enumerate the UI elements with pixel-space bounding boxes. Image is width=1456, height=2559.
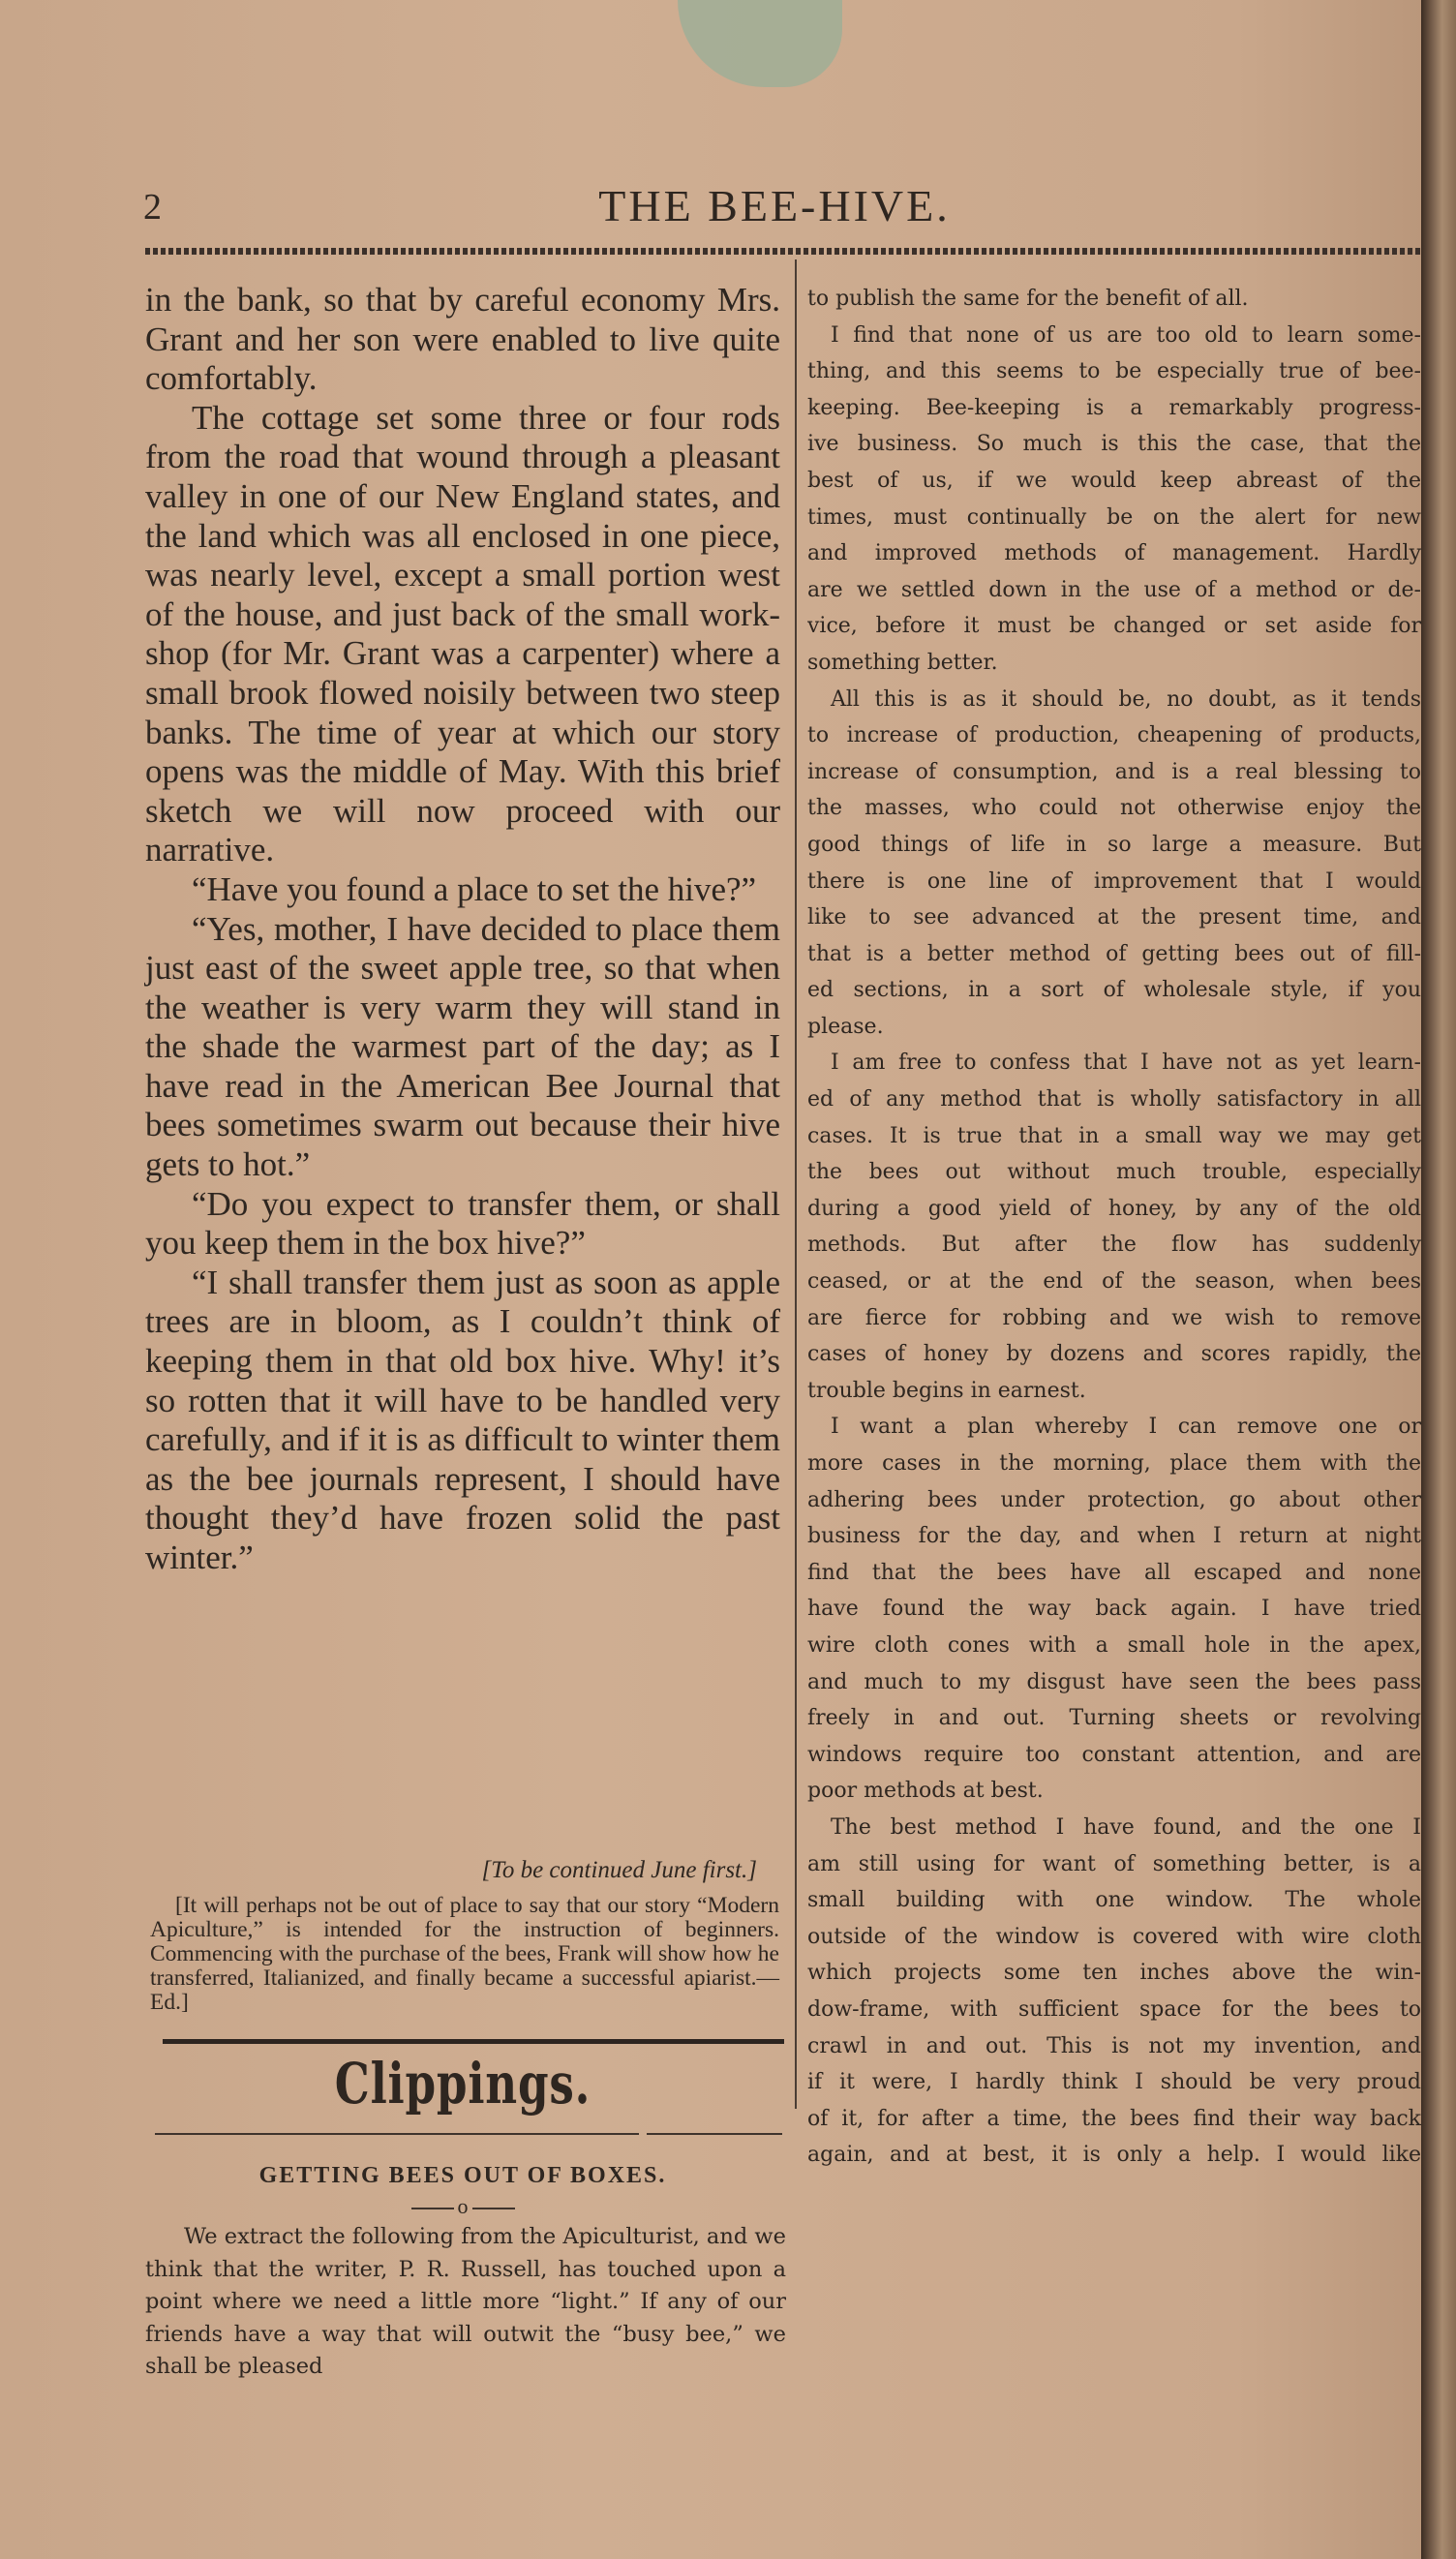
article-line: windows require too constant attention, and are	[807, 1742, 1421, 1767]
separator: o	[145, 2194, 780, 2219]
article-line: the bees out without much trouble, especially	[807, 1160, 1421, 1185]
paper-stain	[678, 0, 842, 87]
article-title: GETTING BEES OUT OF BOXES.	[258, 2163, 667, 2188]
masthead-title: THE BEE-HIVE.	[598, 181, 951, 230]
column-divider	[795, 259, 797, 2109]
article-line: trouble begins in earnest.	[807, 1378, 1086, 1403]
story-paragraph: “Have you found a place to set the hive?”	[192, 869, 757, 908]
article-line: thing, and this seems to be especially true of bee-	[807, 359, 1421, 384]
article-line: to increase of production, cheapening of products,	[807, 723, 1421, 748]
article-line: business for the day, and when I return at night	[807, 1524, 1421, 1549]
story-paragraph: “Do you expect to transfer them, or shall you keep them in the box hive?”	[145, 1184, 780, 1263]
article-line: best of us, if we would keep abreast of the	[807, 468, 1421, 493]
article-line: find that the bees have all escaped and none	[807, 1560, 1421, 1585]
article-line: are we settled down in the use of a method or de-	[807, 577, 1421, 602]
section-heading: Clippings.	[334, 2051, 592, 2117]
article-line: which projects some ten inches above the win-	[807, 1961, 1421, 1986]
article-line: cases. It is true that in a small way we may get	[807, 1123, 1421, 1148]
article-intro	[145, 2221, 786, 2384]
article-line: ed of any method that is wholly satisfactory in all	[807, 1087, 1421, 1112]
article-line: ceased, or at the end of the season, when bees	[807, 1269, 1421, 1295]
article-line: good things of life in so large a measure. But	[807, 832, 1421, 857]
article-line: The best method I have found, and the one I	[831, 1814, 1421, 1840]
story-paragraph: The cottage set some three or four rods from the road that wound through a pleasant valley in one of our New England states, and the land which was all enclosed in one piece, was nearly level, except a small portion west of the house, and just back of the small work-shop (for Mr. Grant was a carpenter) where a small brook flowed noisily between two steep banks. The time of year at which our story opens was the middle of May. With this brief sketch we will now proceed with our narrative.	[145, 398, 780, 869]
article-line: freely in and out. Turning sheets or revolving	[807, 1706, 1421, 1731]
section-rule	[163, 2039, 784, 2044]
right-column-article	[807, 281, 1421, 2227]
article-line: increase of consumption, and is a real blessing to	[807, 759, 1421, 784]
article-line: more cases in the morning, place them with the	[807, 1451, 1421, 1476]
article-line: methods. But after the flow has suddenly	[807, 1233, 1421, 1258]
article-line: if it were, I hardly think I should be very proud	[807, 2070, 1421, 2095]
article-line: crawl in and out. This is not my invention, and	[807, 2033, 1421, 2058]
heading-underline	[155, 2133, 639, 2135]
left-column-story	[145, 281, 780, 1578]
article-line: that is a better method of getting bees out of fill-	[807, 941, 1421, 966]
article-intro-text: We extract the following from the Apiculturist, and we think that the writer, P. R. Russell, has touched upon a point where we need a little more “light.” If any of our friends have a way that will outwit the “busy bee,” we shall be pleased	[145, 2224, 786, 2379]
article-line: the masses, who could not otherwise enjoy the	[807, 796, 1421, 821]
article-line: please.	[807, 1014, 884, 1039]
story-paragraph: “Yes, mother, I have decided to place them just east of the sweet apple tree, so that when the weather is very warm they will stand in the shade the warmest part of the day; as I have read in the American Bee Journal that bees sometimes swarm out because their hive gets to hot.”	[145, 909, 780, 1184]
article-line: outside of the window is covered with wire cloth	[807, 1924, 1421, 1949]
article-line: ive business. So much is this the case, that the	[807, 432, 1421, 457]
article-line: vice, before it must be changed or set aside for	[807, 614, 1421, 639]
article-line: I want a plan whereby I can remove one or	[831, 1415, 1421, 1440]
article-line: I find that none of us are too old to learn some-	[831, 322, 1421, 348]
article-line: times, must continually be on the alert for new	[807, 504, 1421, 530]
article-line: ed sections, in a sort of wholesale style, if you	[807, 978, 1421, 1003]
article-line: keeping. Bee-keeping is a remarkably progress-	[807, 395, 1421, 420]
article-line: am still using for want of something better, is a	[807, 1851, 1421, 1876]
article-line: like to see advanced at the present time, and	[807, 905, 1421, 930]
article-line: again, and at best, it is only a help. I would like	[807, 2143, 1421, 2168]
story-paragraph: in the bank, so that by careful economy Mrs. Grant and her son were enabled to live quite comfortably.	[145, 281, 780, 398]
article-line: dow-frame, with sufficient space for the bees to	[807, 1996, 1421, 2022]
article-line: and improved methods of management. Hardly	[807, 541, 1421, 566]
page-number: 2	[143, 187, 162, 228]
editor-note: [It will perhaps not be out of place to say that our story “Modern Apiculture,” is intended for the instruction of beginners. Commencing with the purchase of the bees, Frank will show how he transferred, Italianized, and finally became a successful apiarist.—Ed.]	[150, 1893, 779, 2015]
article-line: adhering bees under protection, go about other	[807, 1487, 1421, 1512]
article-line: during a good yield of honey, by any of the old	[807, 1196, 1421, 1221]
article-line: and much to my disgust have seen the bees pass	[807, 1669, 1421, 1694]
article-line: are fierce for robbing and we wish to remove	[807, 1305, 1421, 1330]
article-line: wire cloth cones with a small hole in the apex,	[807, 1632, 1421, 1658]
article-line: I am free to confess that I have not as yet learn-	[831, 1051, 1421, 1076]
heading-underline	[647, 2133, 782, 2135]
article-line: there is one line of improvement that I would	[807, 868, 1421, 894]
article-line: have found the way back again. I have tried	[807, 1597, 1421, 1622]
article-line: small building with one window. The whole	[807, 1888, 1421, 1913]
binding-edge	[1421, 0, 1456, 2559]
continued-note: [To be continued June first.]	[481, 1857, 757, 1883]
article-line: All this is as it should be, no doubt, as it tends	[831, 686, 1421, 712]
article-line: something better.	[807, 650, 998, 675]
header-rule	[145, 248, 1421, 255]
article-line: poor methods at best.	[807, 1779, 1044, 1804]
article-line: cases of honey by dozens and scores rapidly, the	[807, 1342, 1421, 1367]
article-line: to publish the same for the benefit of all.	[807, 287, 1249, 311]
story-paragraph: “I shall transfer them just as soon as apple trees are in bloom, as I couldn’t think of keeping them in that old box hive. Why! it’s so rotten that it will have to be handled very carefully, and if it is as difficult to winter them as the bee journals represent, I should have thought they’d have frozen solid the past winter.”	[145, 1263, 780, 1576]
article-line: of it, for after a time, the bees find their way back	[807, 2106, 1421, 2131]
